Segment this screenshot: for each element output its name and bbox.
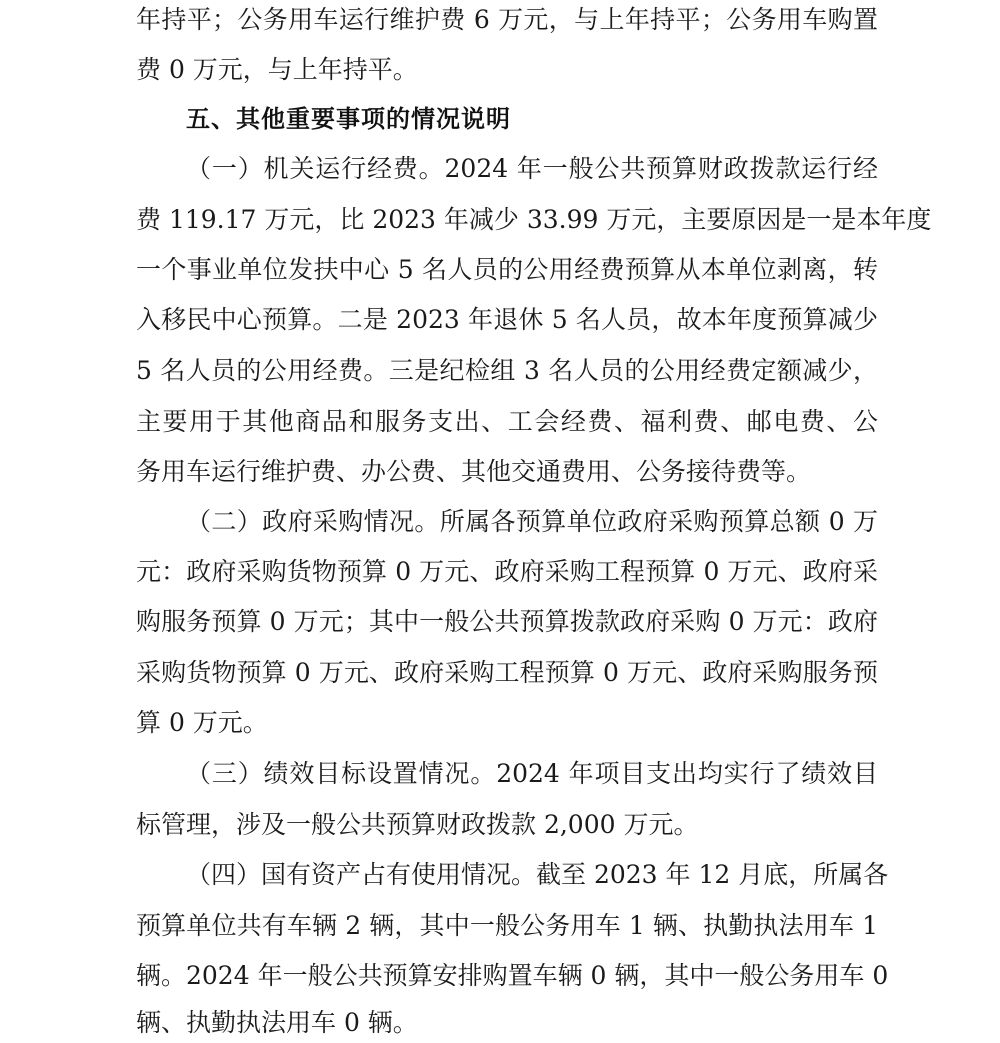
paragraph-line: 一个事业单位发扶中心 5 名人员的公用经费预算从本单位剥离，转 — [136, 255, 878, 284]
section-heading: 五、其他重要事项的情况说明 — [186, 105, 511, 133]
paragraph-line: 购服务预算 0 万元；其中一般公共预算拨款政府采购 0 万元：政府 — [136, 607, 878, 636]
paragraph-line: 预算单位共有车辆 2 辆，其中一般公务用车 1 辆、执勤执法用车 1 — [136, 911, 878, 940]
paragraph-line: 辆、执勤执法用车 0 辆。 — [136, 1008, 418, 1037]
paragraph-line: 费 119.17 万元，比 2023 年减少 33.99 万元，主要原因是一是本年度 — [136, 205, 932, 234]
paragraph-line: 入移民中心预算。二是 2023 年退休 5 名人员，故本年度预算减少 — [136, 305, 878, 334]
paragraph-line: （四）国有资产占有使用情况。截至 2023 年 12 月底，所属各 — [186, 860, 889, 889]
paragraph-line: 务用车运行维护费、办公费、其他交通费用、公务接待费等。 — [136, 457, 812, 486]
paragraph-line: 5 名人员的公用经费。三是纪检组 3 名人员的公用经费定额减少， — [136, 356, 878, 385]
paragraph-line: 采购货物预算 0 万元、政府采购工程预算 0 万元、政府采购服务预 — [136, 658, 878, 687]
paragraph-line: 标管理，涉及一般公共预算财政拨款 2,000 万元。 — [136, 810, 699, 839]
text-line: 年持平；公务用车运行维护费 6 万元，与上年持平；公务用车购置 — [136, 5, 878, 34]
paragraph-line: （三）绩效目标设置情况。2024 年项目支出均实行了绩效目 — [186, 759, 878, 788]
text-line: 费 0 万元，与上年持平。 — [136, 55, 418, 84]
paragraph-line: （一）机关运行经费。2024 年一般公共预算财政拨款运行经 — [186, 154, 878, 183]
paragraph-line: 辆。2024 年一般公共预算安排购置车辆 0 辆，其中一般公务用车 0 — [136, 961, 889, 990]
paragraph-line: 算 0 万元。 — [136, 708, 268, 737]
paragraph-line: 主要用于其他商品和服务支出、工会经费、福利费、邮电费、公 — [136, 407, 878, 436]
paragraph-line: 元：政府采购货物预算 0 万元、政府采购工程预算 0 万元、政府采 — [136, 557, 878, 586]
paragraph-line: （二）政府采购情况。所属各预算单位政府采购预算总额 0 万 — [186, 507, 878, 536]
